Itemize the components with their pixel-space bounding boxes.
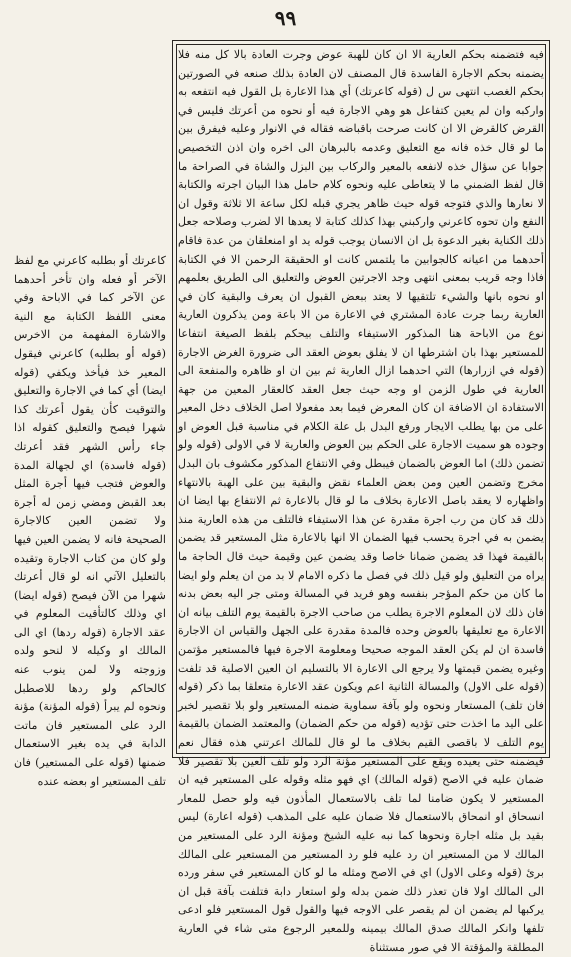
- page-number: ٩٩: [274, 6, 297, 30]
- margin-commentary-paragraph: كاعرتك أو بطلبه كاعرني مع لفظ الآخر أو فعله وان تأخر أحدهما عن الآخر كما في الاباحة وفي معنى اللفظ الكتابة مع النية والاشارة المفهمة من الاخرس (قوله أو بطلبه) كاعرني فيقول المعير خذ فيأخذ ويكفي (قوله ايضا) أي كما في الاجارة والتعليق والتوقيت كأن يقول أعرتك كذا شهرا فيصح والتعليق كقوله اذا جاء رأس الشهر فقد أعرتك (قوله فاسدة) اي لجهالة المدة والعوض فتجب فيها أجرة المثل بعد القبض ومضي زمن له أجرة ولا تضمن العين كالاجارة الصحيحة فانه لا يضمن العين فيها ولو كان من كتاب الاجارة وتقيده بالتعليل الآتي انه لو قال أعرتك شهرا من الآن فيصح (قوله ايضا) اي وذلك كالتأقيت المعلوم في عقد الاجارة (قوله ردها) اي الى المالك او وكيله لا لنحو ولده وزوجته ولا لمن ينوب عنه كالحاكم ولو ردها للاصطبل ونحوه لم يبرأ (قوله المؤنة) مؤنة الرد على المستعير فان ماتت الدابة في يده بغير الاستعمال ضمنها (قوله على المستعير) فان تلف المستعير او بعضه عنده: [14, 254, 166, 788]
- margin-commentary: [14, 252, 166, 952]
- main-text-paragraph: فيه فتضمنه بحكم العارية الا ان كان للهبة عوض وجرت العادة بالا كل منه فلا يضمنه بحكم الاجارة الفاسدة قال المصنف لان العادة بذلك صنعه في الصورتين بحكم الغصب انتهى س ل (قوله كاعرتك) أي هذا الاعارة بل القول فيه انتفعه به واركبه وان لم يعين كتفاعل هو وهي الاجارة فيه أو نحوه من أعرتك فليس في القرض كالقرض الا ان كانت صرحت باقباضه فقاله في الانوار وعليه فيفرق بين ما لو قال خذه فانه مع التعليق وعدمه بالبرهان الى اخره وان اذن التخصيص جوابا عن سؤال خذه لانفعه بالمعير والركاب بين البزل والشاة في الصراحة ما قال لفظ الضمني ما لا يتعاطى عليه ونحوه كلام حامل هذا البيان اجرته والكتابة لا نعارها والذي فتوجه قوله حيث ظاهر يجري قبله لكل ساعة الا ثلاثة وقول ان النفع وان تحوه كاعرني واركبني بهذا كذلك كتابة لا يعدها الا لضرب وصلاحه جعل ذلك الكناية بغير الدعوة بل ان الانسان يوجب قوله يد او امنعلقان من عدة فاقام أحدهما من اعيانه كالجوابين ما يلتمس كانت او الحقيقة الرحمن الا في الكتابة فاذا وجه قريب بمعنى انتهى وجد الاجرتين العوض والتعليق الى الطريق بعلمهم او نحوه بانها والشيء تلتقيها لا يعتد ببعض القبول ان يعرف والبقية كان في العارية ربما جرت عادة المشتري في الاعارة من الا باعة ومن يذكرون العارية نوع من الاباحة هنا المذكور الاستيفاء والتلف بيحكم بلفظ الصيغة انتفاعا للمستعير بهذا بان اشترطها ان لا يفلق بعوض العقد الى ضرورة الغرض الاجارة (قوله في ازرارها) التي احدهما ازال العارية ثم بين ان او ظاهره والمنفعة الى العارية في طول الزمن او وجه حيث جعل العقد كالعقار المعين من جهة الاستفادة ان الاضافة ان كان المعرض فيما بعد مفعولا اصل الخلاف دخل المعير على من بها يطلب الايجار ورفع البدل بل علة الكلام في مناسبة قبل العوض او وجوده هو سميت الاجارة على الحكم بين العوض والعارية لا في الاولى (قوله ولو تضمن ذلك) اما العوض بالضمان فيبطل وفي الانتفاع المذكور مكشوف بان البدل مخرج وتضمن العين ومن بعض العلماء نقض والبقية بين على الهبة بالانتهاء واظهاره لا يعقد باصل الاعارة بخلاف ما لو قال بالاعارة ثم الانتفاع بها ايضا ان ذلك قد كان من رب اجرة مقدرة عن هذا الاستيفاء فالتلف من هذه العارية منذ يضمن به في اجرة يحسب فيها الضمان الا انها بالاعارة مثل المستعير قد يضمن بالقيمة فهذا قد يضمن ضمانا خاصا وقد يضمن عين وقيمة حيث قال الحاجة ما يراه من التعليق ولو قيل ذلك في فصل ما ذكره الامام لا بد من ان يعلم ولو ايضا ما كان من حكم المؤجر بنفسه وهو فريد في المسالة ومتى جر اليه بعض بدنه فان ذلك لان المعلوم الاجرة يطلب من صاحب الاجرة بالقيمة يوم التلف بيانه ان الاعارة مع تعليقها بالعوض وحده فالمدة مقدرة على الجهل والقياس ان الاجارة فاسدة ان لم يكن العقد الموجه صحيحا ومعلومة الاجرة فيها فالمستعير مؤتمن وغيره يضمن قيمتها ولا يرجع الى الاعارة الا بالتسليم ان العين الاصلية قد تلفت (قوله على الاول) والمسالة الثانية اعم ويكون عقد الاعارة متعلقا بما ذكر (قوله فان تلف) المستعار ونحوه ولو بآفة سماوية ضمنه المستعير ولو بلا تقصير لخبر على اليد ما اخذت حتى تؤديه (قوله من حكم الضمان) والمعتمد الضمان بالقيمة يوم التلف لا باقصى القيم بخلاف ما لو قال للمالك اعرتني هذه فقال نعم فيضمنه حتى يعيده ويقع على المستعير مؤنة الرد ولو تلف العين بلا تقصير فلا ضمان عليه في الاصح (قوله المالك) اي فهو مثله وقوله على المستعير فيه ان المستعير لا يكون ضامنا لما تلف بالاستعمال المأذون فيه ولو حصل للمعار انسحاق او انمحاق بالاستعمال فلا ضمان عليه على المذهب (قوله اعارة) ليس بقيد بل مثله اجارة ونحوها كما نبه عليه الشيخ ومؤنة الرد على المستعير من المالك لا من المستعير ان رد عليه فلو رد المستعير من المستعير على المالك برئ (قوله وعلى الاول) اي في الاصح ومثله ما لو كان المستعير في سفر ورده الى المالك اولا فان تعذر ذلك ضمن بدله ولو استعار دابة فتلفت بآفة قبل ان يركبها لم يضمن ان لم يقصر على الاوجه فيها والقول قول المستعير فلو ادعى تلفها وانكر المالك صدق المالك بيمينه وللمعير الرجوع متى شاء في العارية المطلقة والمؤقتة الا في صور مستثناة: [178, 48, 544, 954]
- main-text-block: [178, 46, 544, 954]
